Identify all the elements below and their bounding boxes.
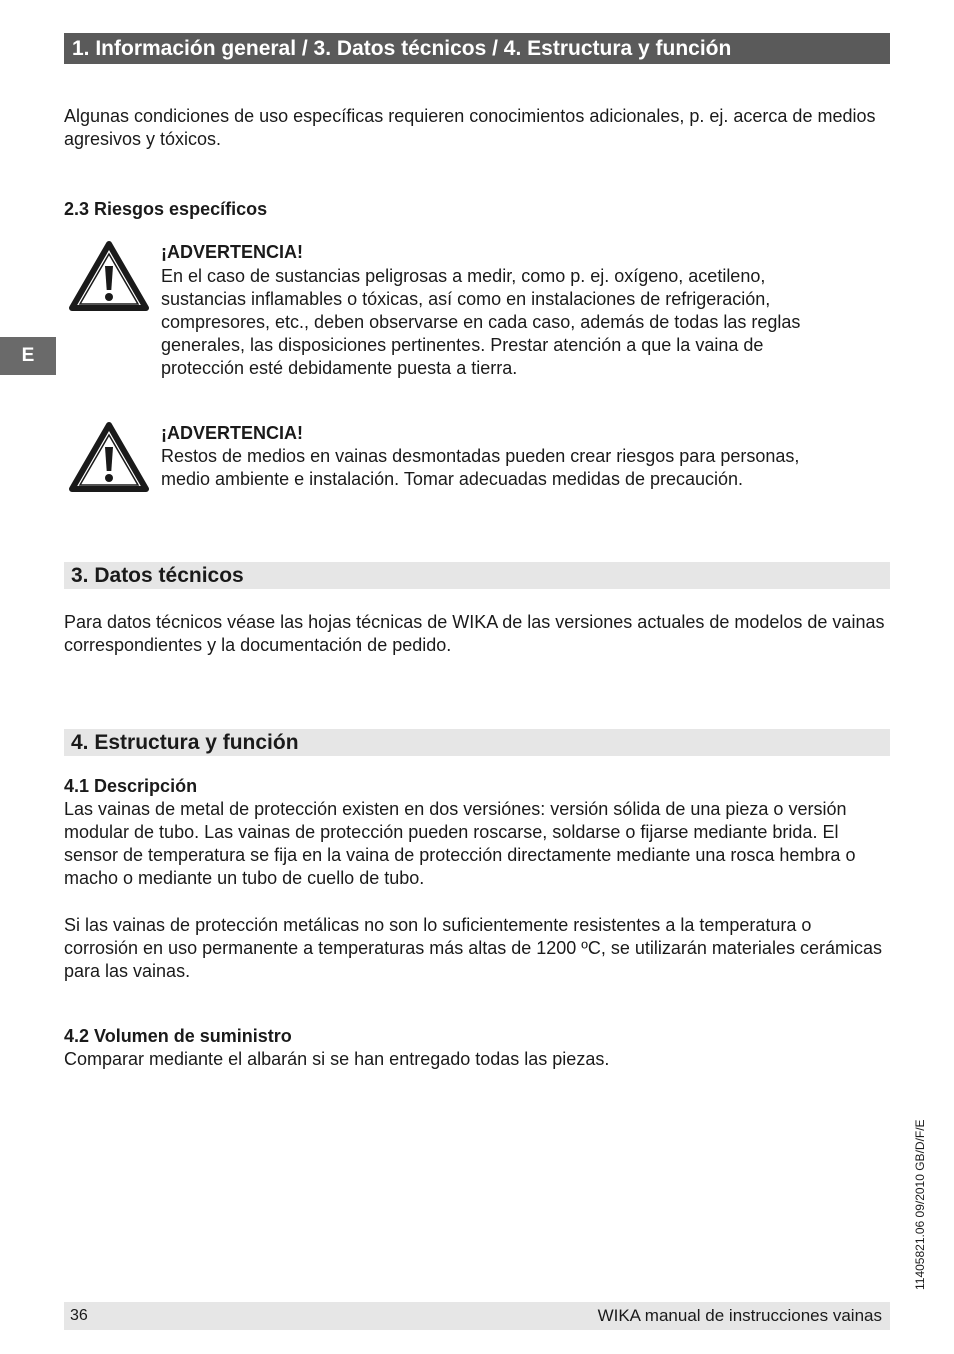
page-header-title: 1. Información general / 3. Datos técnicos / 4. Estructura y función: [64, 33, 890, 64]
page-number: 36: [70, 1307, 88, 1324]
warning-block-2: [68, 421, 150, 498]
footer-title: WIKA manual de instrucciones vainas: [597, 1306, 882, 1325]
warning-2-text: Restos de medios en vainas desmontadas pueden crear riesgos para personas, medio ambiente e instalación. Tomar adecuadas medidas de precaución.: [161, 446, 800, 489]
section-4-1-paragraph-1: Las vainas de metal de protección existen en dos versiónes: versión sólida de una pieza o versión modular de tubo. Las vainas de protección pueden roscarse, soldarse o fijarse mediante brida. El sensor de temperatura se fija en la vaina de protección directamente mediante una rosca hembra o macho o mediante un tubo de cuello de tubo.: [64, 799, 856, 888]
section-4-1-paragraph-2: Si las vainas de protección metálicas no son lo suficientemente resistentes a la temperatura o corrosión en uso permanente a temperaturas más altas de 1200 ºC, se utilizarán materiales cerámicas para las vainas.: [64, 915, 882, 981]
warning-triangle-icon: [68, 240, 150, 312]
warning-1-title: ¡ADVERTENCIA!: [161, 242, 303, 262]
section-4-2-heading: 4.2 Volumen de suministro: [64, 1026, 292, 1046]
section-3-text: Para datos técnicos véase las hojas técnicas de WIKA de las versiones actuales de modelos de vainas correspondientes y la documentación de pedido.: [64, 612, 885, 655]
section-4-1-heading: 4.1 Descripción: [64, 776, 198, 796]
page-footer: [64, 1302, 890, 1330]
document-code: 11405821.06 09/2010 GB/D/F/E: [913, 1119, 927, 1290]
intro-paragraph: Algunas condiciones de uso específicas requieren conocimientos adicionales, p. ej. acerca de medios agresivos y tóxicos.: [64, 106, 876, 149]
section-4-heading: 4. Estructura y función: [64, 729, 890, 756]
section-2-3-heading: 2.3 Riesgos específicos: [64, 199, 268, 219]
warning-triangle-icon: [68, 421, 150, 493]
warning-2-title: ¡ADVERTENCIA!: [161, 423, 303, 443]
warning-block-1: [68, 240, 150, 317]
section-4-2-text: Comparar mediante el albarán si se han entregado todas las piezas.: [64, 1049, 610, 1069]
section-3-heading: 3. Datos técnicos: [64, 562, 890, 589]
warning-1-text: En el caso de sustancias peligrosas a medir, como p. ej. oxígeno, acetileno, sustancias inflamables o tóxicas, así como en instalaciones de refrigeración, compresores, etc., deben observarse en cada caso, además de todas las reglas generales, las disposiciones pertinentes. Prestar atención a que la vaina de protección esté debidamente puesta a tierra.: [161, 266, 801, 378]
language-tab: E: [0, 337, 56, 375]
